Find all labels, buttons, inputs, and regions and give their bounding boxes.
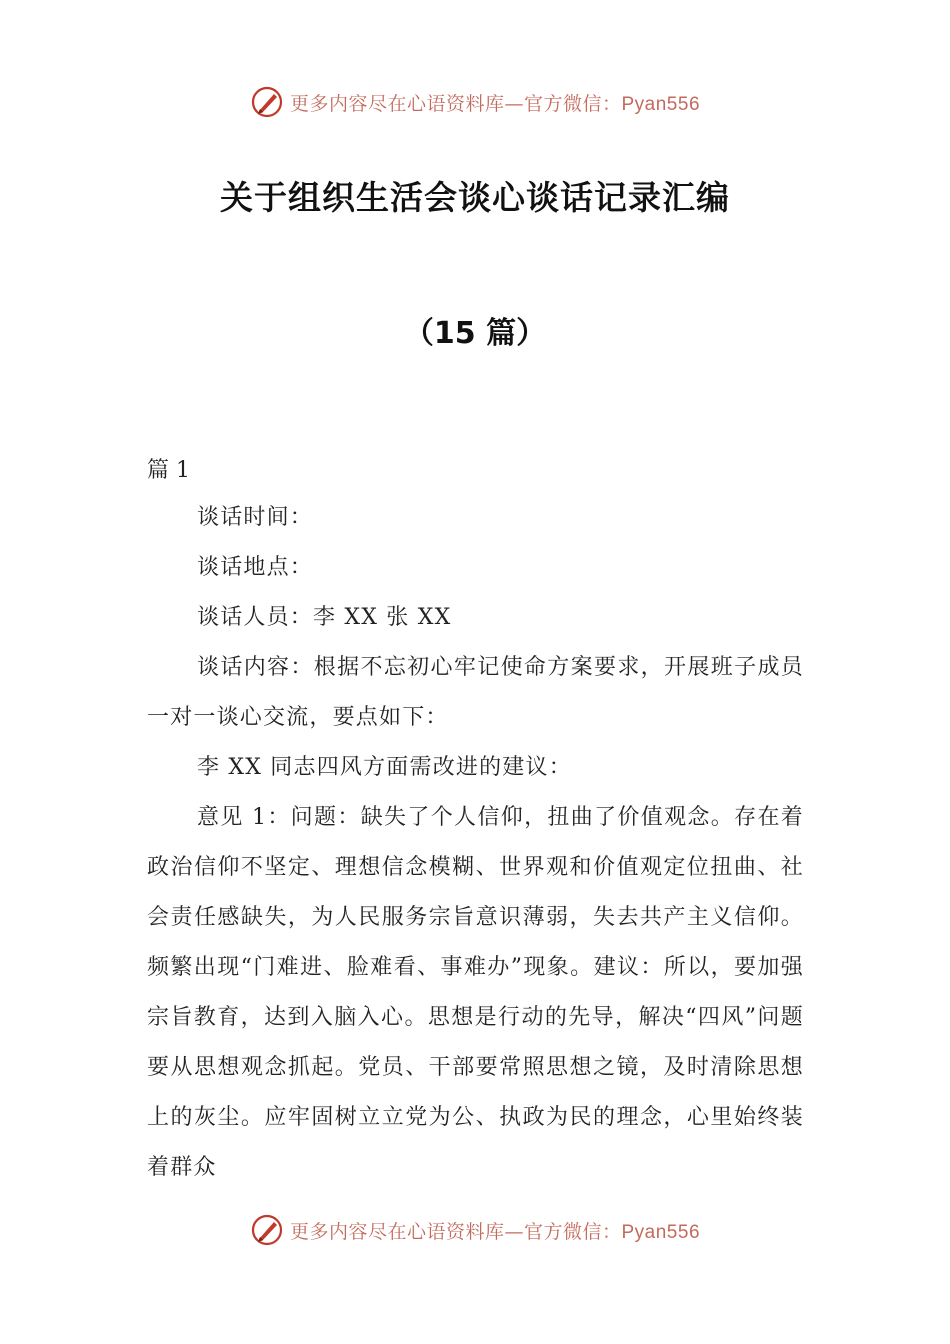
document-title: 关于组织生活会谈心谈话记录汇编 <box>220 178 730 217</box>
paragraph: 李 XX 同志四风方面需改进的建议： <box>197 755 572 780</box>
pen-logo-icon <box>250 85 284 119</box>
document-body <box>147 493 804 1193</box>
paragraph: 谈话地点： <box>197 555 314 580</box>
pen-logo-icon <box>250 1213 284 1247</box>
paragraph: 谈话时间： <box>197 505 314 530</box>
banner-text: 更多内容尽在心语资料库—官方微信：Pyan556 <box>289 1220 701 1243</box>
wechat-id: Pyan556 <box>621 93 701 115</box>
header-banner <box>0 84 950 120</box>
paragraph: 意见 1：问题：缺失了个人信仰，扭曲了价值观念。存在着政治信仰不坚定、理想信念模糊、世界观和价值观定位扭曲、社会责任感缺失，为人民服务宗旨意识薄弱，失去共产主义信仰。频繁出现“门难进、脸难看、事难办”现象。建议：所以，要加强宗旨教育，达到入脑入心。思想是行动的先导，解决“四风”问题要从思想观念抓起。党员、干部要常照思想之镜，及时清除思想上的灰尘。应牢固树立立党为公、执政为民的理念，心里始终装着群众 <box>147 805 804 1180</box>
banner-text: 更多内容尽在心语资料库—官方微信：Pyan556 <box>289 92 701 115</box>
paragraph: 谈话内容：根据不忘初心牢记使命方案要求，开展班子成员一对一谈心交流，要点如下： <box>147 655 804 730</box>
paragraph: 谈话人员：李 XX 张 XX <box>197 605 452 630</box>
document-subtitle: （15 篇） <box>403 316 547 351</box>
footer-banner <box>0 1212 950 1248</box>
section-label: 篇 1 <box>147 458 190 483</box>
wechat-id: Pyan556 <box>621 1221 701 1243</box>
